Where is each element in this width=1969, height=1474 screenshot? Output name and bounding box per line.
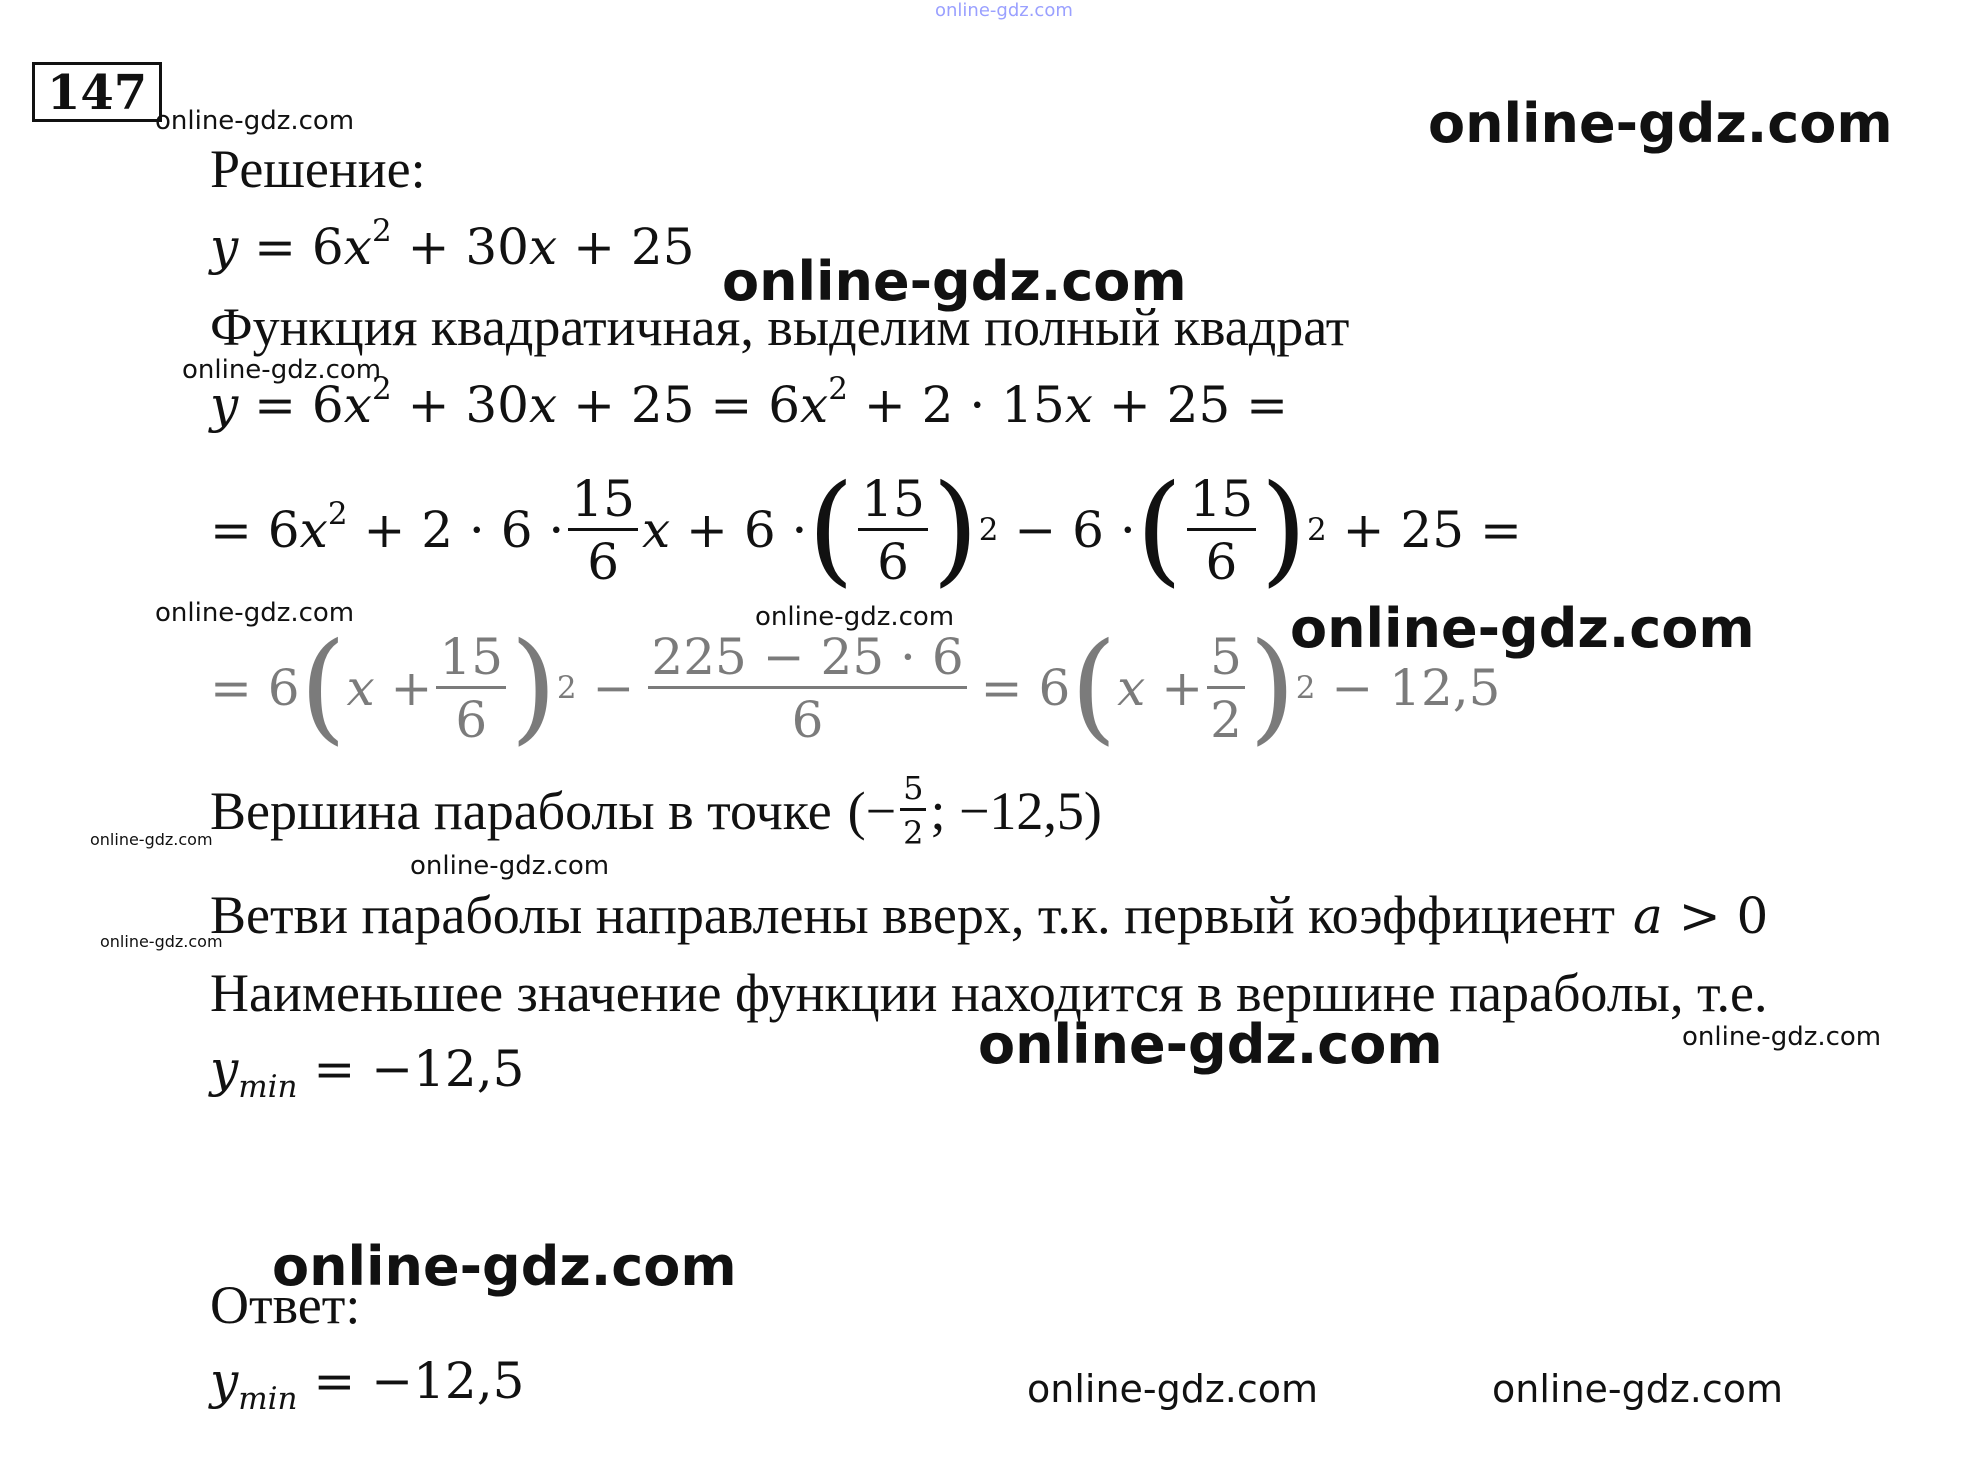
vertex-text: Вершина параболы в точке [210, 780, 832, 841]
expansion-line-2: = $6x^2 + 2 \cdot 6$ · $\frac{15}{6}$ x + 6 · ( $\frac{15}{6}$ ) 2 − 6 · ( $\frac{15}{6}$ ) 2 + 25 = [210, 460, 1522, 599]
fraction-15-6: $\frac{15}{6}$ [568, 474, 638, 587]
vertex-line: Вершина параболы в точке (− $\frac{5}{2}$ ; −12,5) [210, 769, 1102, 852]
min-text: Наименьшее значение функции находится в вершине параболы, т.е. [210, 963, 1768, 1023]
watermark-6: online-gdz.com [755, 602, 955, 632]
watermark-7: online-gdz.com [1290, 597, 1755, 660]
branches-text: Ветви параболы направлены вверх, т.к. первый коэффициент [210, 885, 1616, 945]
watermark-15: online-gdz.com [1492, 1367, 1784, 1411]
watermark-5: online-gdz.com [155, 598, 355, 628]
watermark-4: online-gdz.com [182, 355, 382, 385]
solution-heading: Решение: [210, 139, 426, 199]
watermark-2: online-gdz.com [1428, 92, 1893, 155]
watermark-3: online-gdz.com [722, 250, 1187, 313]
fraction-15-6-c: $\frac{15}{6}$ [1187, 474, 1257, 587]
branches-line: Ветви параболы направлены вверх, т.к. первый коэффициент a > 0 [210, 885, 1769, 945]
fraction-vertex: $\frac{5}{2}$ [900, 772, 926, 849]
answer-value: $y_{min} = -12,5$ [210, 1352, 525, 1417]
ymin-result: $y_{min} = -12,5$ [210, 1040, 525, 1105]
watermark-8: online-gdz.com [90, 830, 213, 849]
watermark-12: online-gdz.com [1682, 1022, 1882, 1052]
watermark-top: online-gdz.com [935, 0, 1073, 21]
watermark-10: online-gdz.com [100, 932, 223, 951]
watermark-11: online-gdz.com [978, 1013, 1443, 1076]
watermark-1: online-gdz.com [155, 106, 355, 136]
fraction-5-2: $\frac{5}{2}$ [1207, 632, 1245, 745]
fraction-225: $\frac{225 - 25 \cdot 6}{6}$ [648, 632, 966, 745]
problem-number: 147 [32, 62, 162, 122]
fraction-15-6-b: $\frac{15}{6}$ [858, 474, 928, 587]
watermark-14: online-gdz.com [1027, 1367, 1319, 1411]
fraction-15-6-d: $\frac{15}{6}$ [436, 632, 506, 745]
expansion-line-3: = 6 ( x + $\frac{15}{6}$ ) 2 − $\frac{225 - 25 \cdot 6}{6}$ = 6 ( x + $\frac{5}{2}$ ) 2 − 12,5 [210, 618, 1501, 757]
function-definition: $y = 6x^2 + 30x + 25$ [210, 212, 695, 276]
answer-label: Ответ: [210, 1275, 361, 1335]
expansion-line-1: $y = 6x^2 + 30x + 25 = 6x^2 + 2 \cdot 15x + 25$ = [210, 370, 1289, 434]
quadratic-text: Функция квадратичная, выделим полный квадрат [210, 297, 1350, 357]
watermark-9: online-gdz.com [410, 851, 610, 881]
watermark-13: online-gdz.com [272, 1235, 737, 1298]
